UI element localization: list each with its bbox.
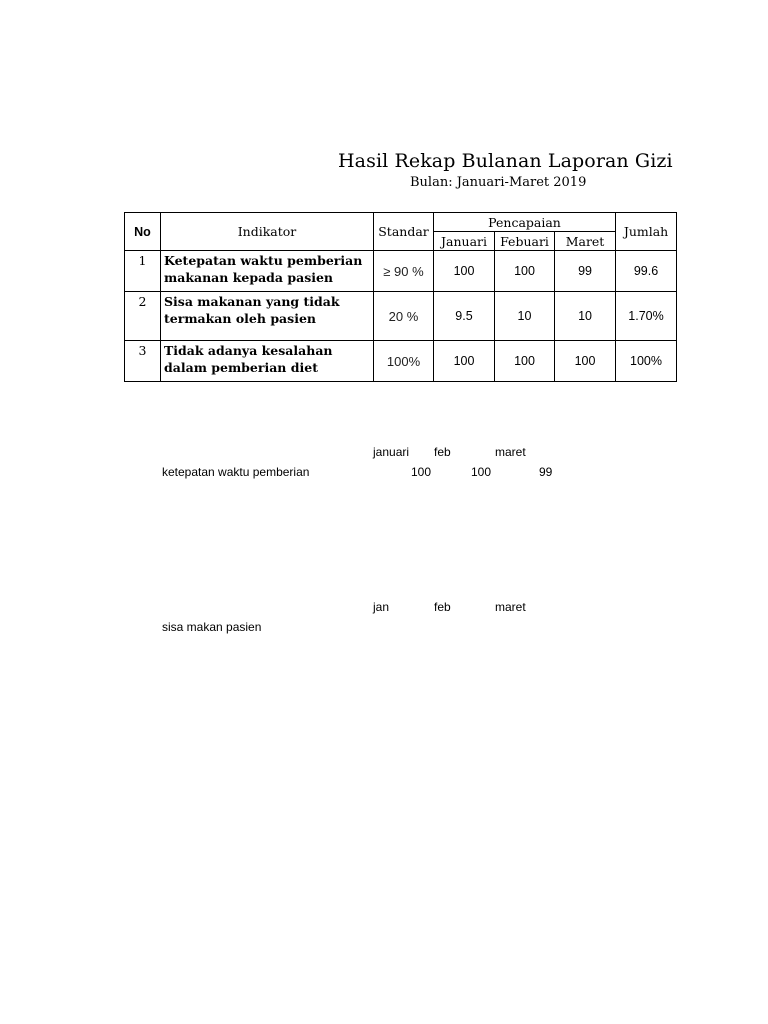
summary1-val-januari: 100	[411, 465, 432, 479]
row-januari: 100	[434, 251, 495, 292]
row-maret: 99	[555, 251, 616, 292]
summary1-row-label: ketepatan waktu pemberian	[162, 465, 310, 479]
summary1-col-maret: maret	[495, 445, 526, 459]
header-febuari: Febuari	[495, 232, 555, 251]
summary2-row-label: sisa makan pasien	[162, 620, 262, 634]
row-jumlah: 99.6	[616, 251, 677, 292]
summary1-val-feb: 100	[471, 465, 492, 479]
summary1-val-maret: 99	[539, 465, 553, 479]
row-indikator: Tidak adanya kesalahan dalam pemberian diet	[161, 341, 374, 382]
summary1-col-feb: feb	[434, 445, 451, 459]
row-jumlah: 100%	[616, 341, 677, 382]
row-no: 2	[125, 292, 161, 341]
header-no: No	[125, 213, 161, 251]
row-no: 3	[125, 341, 161, 382]
header-indikator: Indikator	[161, 213, 374, 251]
summary2-col-jan: jan	[373, 600, 390, 614]
header-maret: Maret	[555, 232, 616, 251]
row-standar: 100%	[374, 341, 434, 382]
row-febuari: 100	[495, 251, 555, 292]
row-febuari: 10	[495, 292, 555, 341]
summary1-col-januari: januari	[373, 445, 410, 459]
header-standar: Standar	[374, 213, 434, 251]
summary2-col-maret: maret	[495, 600, 526, 614]
table-row	[125, 341, 677, 382]
table-row	[125, 251, 677, 292]
row-januari: 100	[434, 341, 495, 382]
table-row	[125, 292, 677, 341]
header-pencapaian: Pencapaian	[434, 213, 616, 232]
row-no: 1	[125, 251, 161, 292]
row-indikator: Sisa makanan yang tidak termakan oleh pasien	[161, 292, 374, 341]
row-standar: 20 %	[374, 292, 434, 341]
header-jumlah: Jumlah	[616, 213, 677, 251]
row-januari: 9.5	[434, 292, 495, 341]
row-febuari: 100	[495, 341, 555, 382]
row-standar: ≥ 90 %	[374, 251, 434, 292]
page-subtitle: Bulan: Januari-Maret 2019	[410, 175, 587, 190]
row-maret: 100	[555, 341, 616, 382]
rekap-table	[124, 212, 677, 382]
row-jumlah: 1.70%	[616, 292, 677, 341]
page-title: Hasil Rekap Bulanan Laporan Gizi	[338, 150, 673, 172]
header-januari: Januari	[434, 232, 495, 251]
row-maret: 10	[555, 292, 616, 341]
row-indikator: Ketepatan waktu pemberian makanan kepada pasien	[161, 251, 374, 292]
summary2-col-feb: feb	[434, 600, 451, 614]
